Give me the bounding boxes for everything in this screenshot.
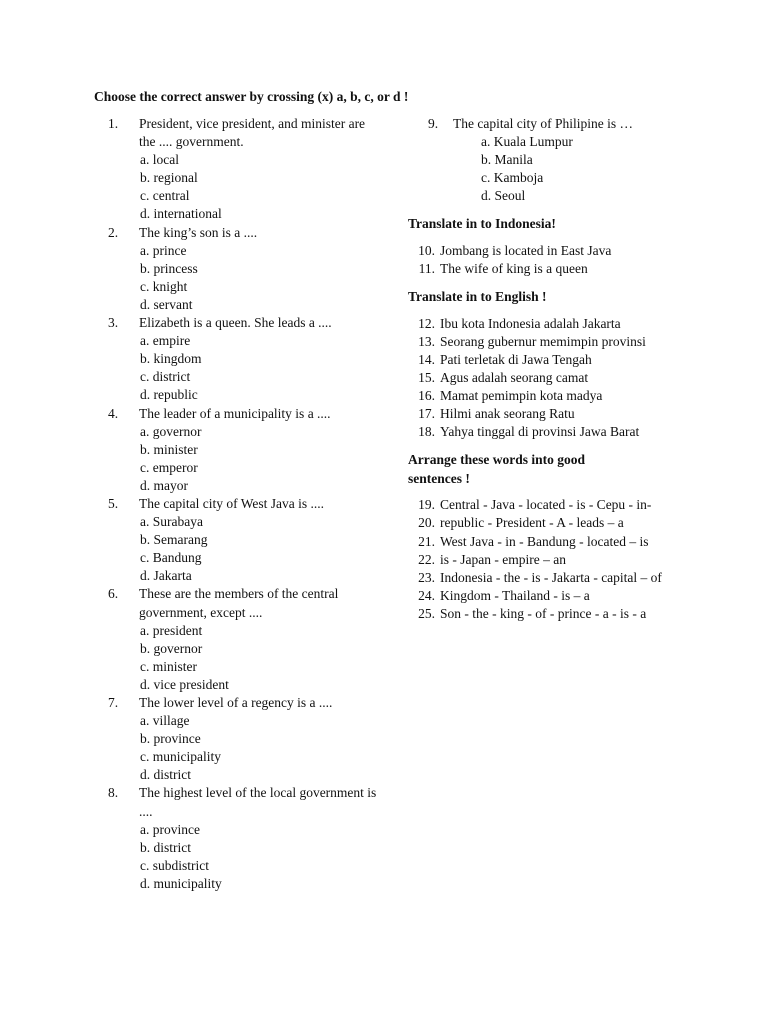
item-number: 22. — [418, 551, 435, 567]
option-a: a. Surabaya — [140, 514, 203, 530]
option-d: d. district — [140, 767, 191, 783]
option-a: a. prince — [140, 242, 187, 258]
section-heading: Arrange these words into good sentences ! — [408, 452, 585, 486]
question-7 — [108, 694, 378, 784]
list-item — [408, 333, 688, 351]
item-number: 12. — [418, 315, 435, 331]
question-number: 3. — [108, 315, 119, 331]
list-item — [408, 369, 688, 387]
option-c: c. minister — [140, 658, 197, 674]
list-item — [408, 423, 688, 441]
question-number: 2. — [108, 224, 119, 240]
question-number: 7. — [108, 695, 119, 710]
list-item — [408, 242, 688, 260]
question-number: 1. — [108, 116, 119, 131]
list-item — [408, 315, 688, 333]
list-item — [408, 514, 688, 532]
option-a: a. empire — [140, 333, 191, 349]
option-c: c. central — [140, 188, 190, 204]
page-title: Choose the correct answer by crossing (x) a, b, c, or d ! — [94, 89, 409, 104]
section-arrange-words — [408, 451, 688, 623]
question-text: The king’s son is a .... — [139, 224, 258, 240]
list-item — [408, 587, 688, 605]
item-text: Jombang is located in East Java — [440, 242, 612, 258]
item-number: 10. — [418, 242, 435, 258]
item-number: 17. — [418, 406, 435, 422]
left-column — [108, 115, 378, 893]
option-a: a. province — [140, 821, 200, 837]
question-6 — [108, 585, 378, 694]
option-b: b. province — [140, 731, 201, 747]
item-text: The wife of king is a queen — [440, 261, 588, 277]
item-number: 16. — [418, 388, 435, 404]
item-text: republic - President - A - leads – a — [440, 515, 624, 531]
option-d: d. mayor — [140, 477, 188, 493]
option-d: d. republic — [140, 387, 198, 403]
question-number: 8. — [108, 785, 119, 801]
option-c: c. emperor — [140, 459, 198, 475]
option-a: a. local — [140, 152, 179, 168]
option-c: c. Bandung — [140, 550, 202, 566]
item-text: Yahya tinggal di provinsi Jawa Barat — [440, 424, 640, 440]
item-number: 18. — [418, 424, 435, 440]
item-number: 15. — [418, 369, 435, 385]
list-item — [408, 405, 688, 423]
option-b: b. regional — [140, 170, 198, 186]
question-2 — [108, 224, 378, 314]
question-text: The highest level of the local government is .... — [139, 785, 377, 819]
list-item — [408, 533, 688, 551]
item-number: 23. — [418, 569, 435, 585]
right-column — [408, 115, 688, 623]
item-text: West Java - in - Bandung - located – is — [440, 533, 649, 549]
list-item — [408, 551, 688, 569]
option-a: a. governor — [140, 423, 202, 439]
option-c: c. district — [140, 369, 191, 385]
item-text: Ibu kota Indonesia adalah Jakarta — [440, 315, 621, 331]
section-translate-indonesia — [408, 215, 688, 278]
list-item — [408, 260, 688, 278]
item-number: 11. — [418, 261, 435, 277]
question-1 — [108, 115, 378, 224]
option-a: a. village — [140, 713, 190, 729]
option-c: c. subdistrict — [140, 857, 209, 873]
option-b: b. minister — [140, 441, 198, 457]
question-text: The capital city of West Java is .... — [139, 495, 324, 511]
question-number: 5. — [108, 495, 119, 511]
question-text: Elizabeth is a queen. She leads a .... — [139, 315, 332, 331]
option-d: d. Seoul — [481, 188, 526, 204]
item-text: Central - Java - located - is - Cepu - in- — [440, 497, 652, 513]
option-b: b. Manila — [481, 152, 533, 168]
item-text: Mamat pemimpin kota madya — [440, 388, 603, 404]
question-text: The capital city of Philipine is … — [453, 116, 633, 131]
item-number: 14. — [418, 351, 435, 367]
question-text: These are the members of the central government, except .... — [139, 586, 339, 620]
item-text: Seorang gubernur memimpin provinsi — [440, 333, 646, 349]
item-text: Son - the - king - of - prince - a - is - a — [440, 605, 647, 621]
item-text: Indonesia - the - is - Jakarta - capital – of — [440, 569, 662, 585]
list-item — [408, 496, 688, 514]
item-number: 24. — [418, 587, 435, 603]
option-b: b. Semarang — [140, 532, 208, 548]
section-heading: Translate in to Indonesia! — [408, 216, 556, 232]
section-heading: Translate in to English ! — [408, 289, 547, 305]
option-d: d. municipality — [140, 875, 222, 891]
option-b: b. district — [140, 839, 191, 855]
question-8 — [108, 784, 378, 893]
option-c: c. knight — [140, 278, 188, 294]
list-item — [408, 605, 688, 623]
option-d: d. Jakarta — [140, 568, 192, 584]
question-5 — [108, 495, 378, 585]
question-9 — [408, 115, 688, 205]
question-number: 9. — [428, 116, 439, 131]
option-b: b. kingdom — [140, 351, 202, 367]
item-number: 21. — [418, 533, 435, 549]
item-text: Kingdom - Thailand - is – a — [440, 587, 590, 603]
item-number: 19. — [418, 497, 435, 513]
item-text: Agus adalah seorang camat — [440, 369, 589, 385]
question-number: 6. — [108, 586, 119, 602]
section-translate-english — [408, 288, 688, 441]
question-number: 4. — [108, 405, 119, 421]
option-d: d. servant — [140, 296, 193, 312]
item-number: 13. — [418, 333, 435, 349]
option-a: a. president — [140, 622, 203, 638]
question-3 — [108, 314, 378, 404]
question-text: The leader of a municipality is a .... — [139, 405, 331, 421]
question-text: The lower level of a regency is a .... — [139, 695, 333, 710]
option-c: c. municipality — [140, 749, 221, 765]
option-b: b. princess — [140, 260, 198, 276]
option-a: a. Kuala Lumpur — [481, 134, 573, 150]
item-text: is - Japan - empire – an — [440, 551, 566, 567]
list-item — [408, 351, 688, 369]
list-item — [408, 387, 688, 405]
list-item — [408, 569, 688, 587]
option-c: c. Kamboja — [481, 170, 544, 186]
item-number: 20. — [418, 515, 435, 531]
item-text: Hilmi anak seorang Ratu — [440, 406, 575, 422]
option-d: d. international — [140, 206, 222, 222]
question-4 — [108, 405, 378, 495]
item-number: 25. — [418, 605, 435, 621]
option-d: d. vice president — [140, 676, 229, 692]
option-b: b. governor — [140, 640, 203, 656]
item-text: Pati terletak di Jawa Tengah — [440, 351, 592, 367]
question-text: President, vice president, and minister are the .... government. — [139, 116, 366, 150]
